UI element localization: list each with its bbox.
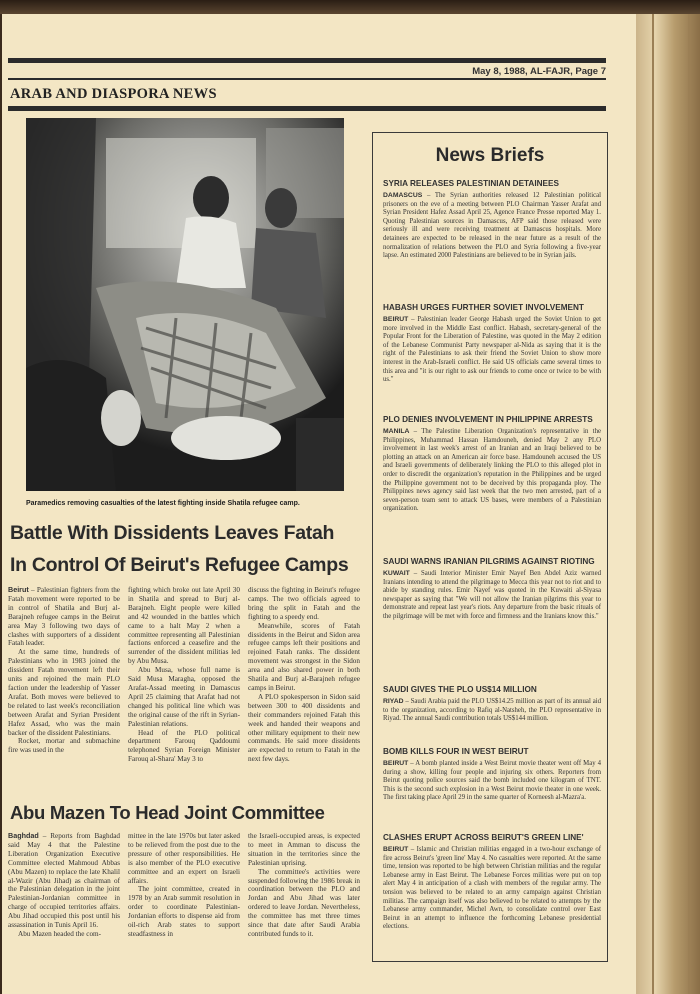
paragraph-text: the Israeli-occupied areas, is expected to meet in Amman to discuss the situation in the territories since the Palestinian uprising. xyxy=(248,832,360,867)
paragraph xyxy=(128,885,240,938)
brief-heading: CLASHES ERUPT ACROSS BEIRUT'S GREEN LINE' xyxy=(383,833,584,842)
brief-heading: SYRIA RELEASES PALESTINIAN DETAINEES xyxy=(383,179,559,188)
brief-dateline: MANILA xyxy=(383,428,410,435)
story2-headline: Abu Mazen To Head Joint Committee xyxy=(10,802,325,823)
brief-dateline: KUWAIT xyxy=(383,570,410,577)
brief-dateline: DAMASCUS xyxy=(383,192,423,199)
brief-heading: SAUDI WARNS IRANIAN PILGRIMS AGAINST RIOTING xyxy=(383,557,595,566)
paragraph-text: A PLO spokesperson in Sidon said between 300 to 400 dissidents and their commanders rejoined Fatah this week and handed their weapons and other military equipment to their new commands. He said more dissidents are expected to return to Fatah in the next few days. xyxy=(248,692,360,764)
story1-column-3 xyxy=(248,586,360,764)
paragraph xyxy=(8,737,120,755)
paragraph-text: – Palestinian fighters from the Fatah movement were reported to be in control of Shatila and Burj al-Barajneh refugee camps in the Beirut area May 3 following two days of clashes with supporters of a dissident Fatah leader. xyxy=(8,586,120,648)
brief-body xyxy=(383,192,601,261)
dateline: Beirut xyxy=(8,585,29,594)
brief-item xyxy=(383,179,601,261)
paragraph xyxy=(248,622,360,693)
brief-text: – Saudi Arabia paid the PLO US$14.25 million as part of its annual aid to the organization, according to Rafiq al-Natsheh, the PLO representative in Riyad. The annual Saudi contribution totals US$144 million. xyxy=(383,698,601,723)
brief-heading: BOMB KILLS FOUR IN WEST BEIRUT xyxy=(383,747,529,756)
volume-spine xyxy=(636,14,700,994)
header-top-rule xyxy=(8,58,606,63)
paragraph-text: The joint committee, created in 1978 by an Arab summit resolution in order to coordinate Palestinian-Jordanian efforts to dispense aid from oil-rich Arab states to support steadfastness in xyxy=(128,885,240,938)
dateline: Baghdad xyxy=(8,831,39,840)
news-briefs-box xyxy=(372,132,608,962)
brief-dateline: BEIRUT xyxy=(383,846,409,853)
brief-text: – Saudi Interior Minister Emir Nayef Ben Abdel Aziz warned Iranians intending to attend the pilgrimage to Mecca this year not to riot and to abide by standing rules. Emir Nayef was quoted in the Kuwaiti al-Siyasa newspaper as saying that "We will not allow the Iranian pilgrims this year to demonstrate and repeat last year's riots. Any departure from the basic rituals of the pilgrimage will be met with force and firmness and the Iranians know this." xyxy=(383,570,601,620)
binder-top-edge xyxy=(0,0,700,14)
paragraph-text: At the same time, hundreds of Palestinians who in 1983 joined the dissident Fatah movement left their units and rejoined the main PLO faction under the leadership of Yasser Arafat. Both moves were believed to be related to last week's reconciliation between Arafat and Syrian President Hafez Assad, who was the main backer of the dissident Palestinians. xyxy=(8,648,120,737)
brief-heading: HABASH URGES FURTHER SOVIET INVOLVEMENT xyxy=(383,303,584,312)
story2-column-2 xyxy=(128,832,240,939)
paragraph-text: The committee's activities were suspended following the 1986 break in coordination between the PLO and Jordan and Abu Jihad was later ordered to leave Jordan. Nevertheless, the committee has met three times since that date after Saudi Arabia contributed funds to it. xyxy=(248,867,360,938)
brief-item xyxy=(383,303,601,385)
newspaper-page xyxy=(2,14,636,994)
paragraph-text: discuss the fighting in Beirut's refugee camps. The two officials agreed to bring the split in Fatah and the fighting to a speedy end. xyxy=(248,586,360,621)
spine-line xyxy=(688,14,690,994)
photo-caption: Paramedics removing casualties of the latest fighting inside Shatila refugee camp. xyxy=(26,500,300,507)
paragraph xyxy=(8,648,120,737)
paragraph-text: Abu Musa, whose full name is Said Musa Maragha, opposed the Arafat-Assad meeting in Damascus April 25 claiming that Arafat had not changed his political line which was the original cause of the rift in Syrian-Palestinian relations. xyxy=(128,666,240,728)
paragraph xyxy=(248,586,360,622)
brief-item xyxy=(383,747,601,803)
brief-dateline: BEIRUT xyxy=(383,760,409,767)
brief-item xyxy=(383,685,601,724)
news-briefs-title: News Briefs xyxy=(435,145,545,166)
news-photo xyxy=(26,118,344,491)
paragraph xyxy=(8,930,120,939)
paragraph-text: Meanwhile, scores of Fatah dissidents in the Beirut and Sidon area refugee camps left their positions and rejoined Fatah ranks. The dissident movement was strongest in the Sidon area and also shared power in both Shatila and Burj al-Barajneh refugee camps in Beirut. xyxy=(248,621,360,692)
paragraph-text: Rocket, mortar and submachine fire was used in the xyxy=(8,737,120,755)
story1-headline-line1: Battle With Dissidents Leaves Fatah xyxy=(10,522,335,544)
section-rule xyxy=(8,106,606,111)
paragraph xyxy=(248,868,360,939)
page-reference: May 8, 1988, AL-FAJR, Page 7 xyxy=(472,66,606,77)
brief-item xyxy=(383,557,601,622)
brief-item xyxy=(383,833,601,932)
brief-body xyxy=(383,316,601,385)
brief-dateline: BEIRUT xyxy=(383,316,409,323)
paragraph xyxy=(128,586,240,666)
brief-body xyxy=(383,846,601,932)
paragraph-text: Abu Mazen headed the com- xyxy=(18,929,102,938)
brief-text: – Islamic and Christian militias engaged in a two-hour exchange of fire across Beirut's 'green line' May 4. No casualties were reported. At the same time, tension was reported to be high between Christian militias and the regular Lebanese army in East Beirut. The Lebanese Forces militias were put on top alert May 4 in anticipation of a clash with members of the regular army. The tension was believed to be related to an army campaign against Christian militias. The campaign itself was also believed to be related to attempts by the Lebanese army commander, Michel Awn, to consolidate control over East Beirut in an attempt to influence the forthcoming Lebanese presidential elections. xyxy=(383,846,601,931)
paragraph xyxy=(248,693,360,764)
brief-body xyxy=(383,570,601,622)
paragraph xyxy=(128,729,240,765)
brief-text: – Palestinian leader George Habash urged the Soviet Union to get more involved in the Middle East conflict. Habash, secretary-general of the Popular Front for the Liberation of Palestine, was quoted in the May 2 edition of the Lebanese Communist Party newspaper al-Nida as saying that it is the right of the Palestinians to ask their friend the Soviet Union to show more interest in the Arab-Israeli conflict. He said US officials came several times to this area and "it is our right to ask our friends to come once or twice to be with us." xyxy=(383,316,601,384)
brief-heading: SAUDI GIVES THE PLO US$14 MILLION xyxy=(383,685,537,694)
paragraph-text: fighting which broke out late April 30 in Shatila and spread to Burj al-Barajneh. Eight people were killed and 42 wounded in the battles which came to a halt May 2 when a committee representing all Palestinian factions enforced a ceasefire and the surrender of the dissident militias led by Abu Musa. xyxy=(128,586,240,666)
story1-column-2 xyxy=(128,586,240,764)
story2-column-1 xyxy=(8,832,120,939)
header-rule xyxy=(8,78,606,80)
paragraph xyxy=(8,832,120,930)
paragraph xyxy=(8,586,120,648)
brief-body xyxy=(383,428,601,514)
brief-text: – The Palestine Liberation Organization's representative in the Philippines, Muhammad Hassan Hamdouneh, denied May 2 any PLO involvement in last week's arrest of an Iranian and an Iraqi believed to be plotting an attack on an American air force base. Hamdouneh accused the US and Israeli governments of deliberately linking the PLO to this alleged plot in order to discredit the organization's reputation in the Philippines and be urged the Philippine government not to be deceived by this propaganda ploy. The Philippines news agency said last week that the two men arrested, part of a seven-person team sent to attack US bases, were members of a Palestinian organization. xyxy=(383,428,601,513)
paragraph-text: mittee in the late 1970s but later asked to be relieved from the post due to the pressure of other responsibilities. He is also member of the PLO executive committee and an expert on Israeli affairs. xyxy=(128,832,240,885)
section-title: ARAB AND DIASPORA NEWS xyxy=(10,86,217,102)
paragraph xyxy=(128,832,240,885)
story1-column-1 xyxy=(8,586,120,755)
spine-line xyxy=(652,14,654,994)
brief-text: – A bomb planted inside a West Beirut movie theater went off May 4 during a show, killing four people and injuring six others. Reporters from Beirut quoting police sources said the bomb included one kilogram of TNT. This is the second such explosion in a West Beirut movie theater in one week. The first taking place April 29 in the same quarter of Korneesh al-Mazra'a. xyxy=(383,760,601,802)
story1-headline-line2: In Control Of Beirut's Refugee Camps xyxy=(10,554,349,576)
brief-dateline: RIYAD xyxy=(383,698,404,705)
brief-heading: PLO DENIES INVOLVEMENT IN PHILIPPINE ARRESTS xyxy=(383,415,593,424)
paragraph-text: Head of the PLO political department Farouq Qaddoumi telephoned Syrian Foreign Minister Farouq al-Shara' May 3 to xyxy=(128,728,240,764)
paragraph xyxy=(248,832,360,868)
brief-text: – The Syrian authorities released 12 Palestinian political prisoners on the eve of a meeting between PLO Chairman Yasser Arafat and Syrian President Hafez Assad April 25, Agence France Presse reported May 1. Quoting Palestinian sources in Damascus, AFP said those released were seriously ill and were receiving treatment at Damascus hospitals. More detainees are expected to be released in the near future as a result of the normalization of relations between the PLO and Syria following a five-year lapse. An estimated 2000 Palestinians are believed to be in Syrian jails. xyxy=(383,192,601,260)
brief-item xyxy=(383,415,601,514)
story2-column-3 xyxy=(248,832,360,939)
paragraph xyxy=(128,666,240,728)
brief-body xyxy=(383,760,601,803)
paragraph-text: – Reports from Baghdad said May 4 that the Palestine Liberation Organization Executive Committee elected Mahmoud Abbas (Abu Mazen) to replace the late Khalil al-Wazir (Abu Jihad) as chairman of the Palestinian delegation in the joint Palestinian-Jordanian committee in charge of occupied territories affairs. Abu Jihad occupied this post until his assassination in Tunis April 16. xyxy=(8,832,120,930)
brief-body xyxy=(383,698,601,724)
